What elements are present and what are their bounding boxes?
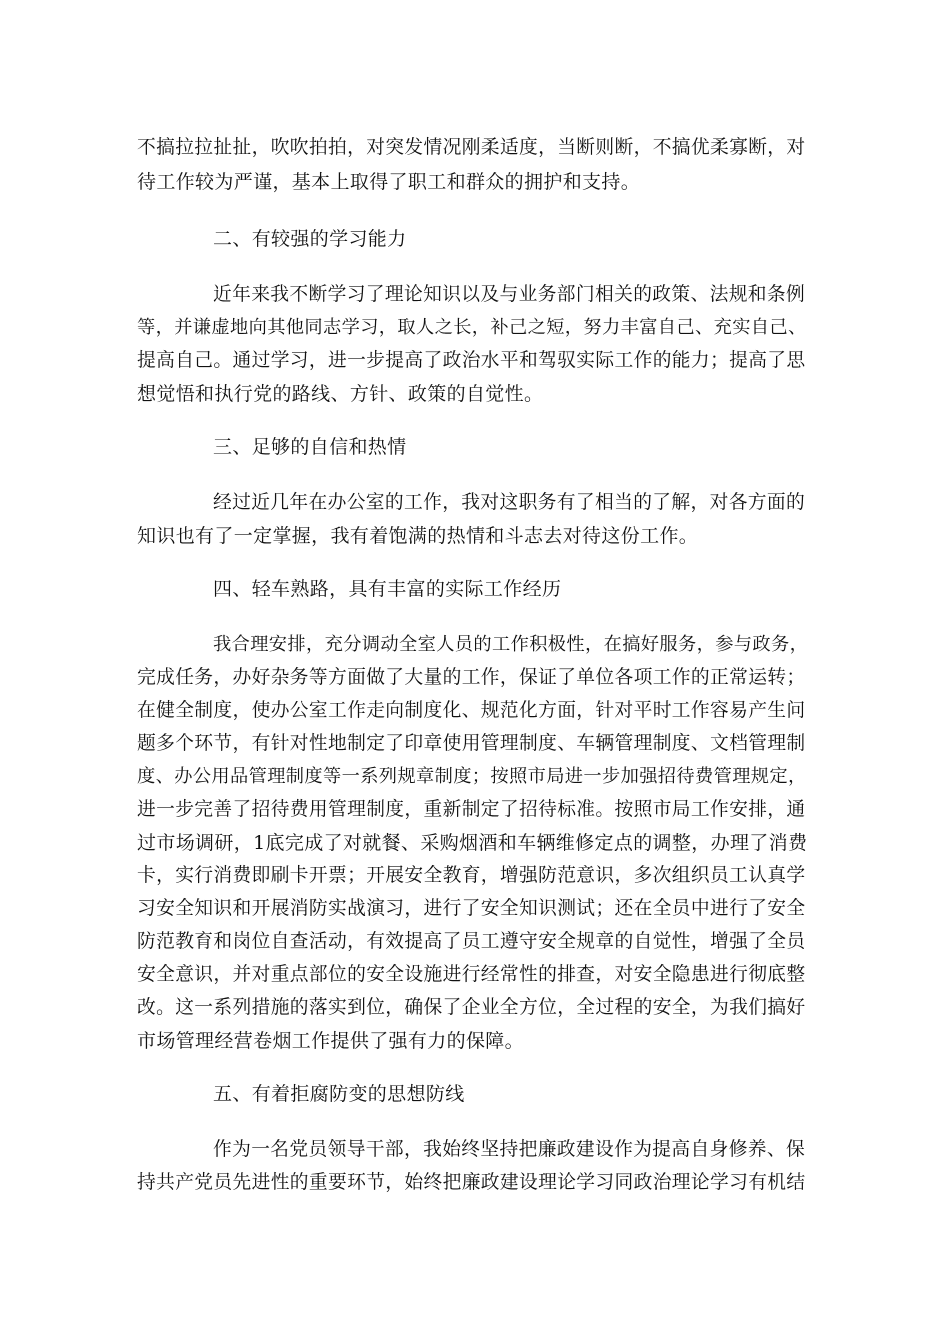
text-line: 过市场调研，1底完成了对就餐、采购烟酒和车辆维修定点的调整，办理了消费 — [137, 832, 808, 854]
text-line: 我合理安排，充分调动全室人员的工作积极性，在搞好服务，参与政务， — [213, 634, 809, 655]
section-heading: 二、有较强的学习能力 — [213, 228, 407, 250]
text-line: 进一步完善了招待费用管理制度，重新制定了招待标准。按照市局工作安排，通 — [137, 799, 806, 820]
text-line: 知识也有了一定掌握，我有着饱满的热情和斗志去对待这份工作。 — [137, 525, 699, 547]
text-line: 防范教育和岗位自查活动，有效提高了员工遵守安全规章的自觉性，增强了全员 — [137, 931, 806, 952]
text-line: 待工作较为严谨，基本上取得了职工和群众的拥护和支持。 — [137, 171, 641, 193]
text-line: 卡，实行消费即刷卡开票；开展安全教育，增强防范意识，多次组织员工认真学 — [137, 865, 806, 886]
text-line: 近年来我不断学习了理论知识以及与业务部门相关的政策、法规和条例 — [213, 284, 806, 305]
text-line: 习安全知识和开展消防实战演习，进行了安全知识测试；还在全员中进行了安全 — [137, 898, 806, 919]
text-line: 等，并谦虚地向其他同志学习，取人之长，补己之短，努力丰富自己、充实自己、 — [137, 317, 807, 338]
text-line: 经过近几年在办公室的工作，我对这职务有了相当的了解，对各方面的 — [213, 492, 806, 513]
text-line: 提高自己。通过学习，进一步提高了政治水平和驾驭实际工作的能力；提高了思 — [137, 350, 806, 371]
section-heading: 五、有着拒腐防变的思想防线 — [213, 1083, 465, 1105]
text-line: 作为一名党员领导干部，我始终坚持把廉政建设作为提高自身修养、保 — [213, 1139, 806, 1160]
text-line: 市场管理经营卷烟工作提供了强有力的保障。 — [137, 1030, 525, 1052]
text-line: 安全意识，并对重点部位的安全设施进行经常性的排查，对安全隐患进行彻底整 — [137, 964, 806, 985]
text-line: 不搞拉拉扯扯，吹吹拍拍，对突发情况刚柔适度，当断则断，不搞优柔寡断，对 — [137, 137, 806, 158]
text-line: 想觉悟和执行党的路线、方针、政策的自觉性。 — [137, 383, 544, 405]
text-line: 在健全制度，使办公室工作走向制度化、规范化方面，针对平时工作容易产生问 — [137, 700, 806, 721]
text-line: 度、办公用品管理制度等一系列规章制度；按照市局进一步加强招待费管理规定， — [137, 766, 807, 787]
text-line: 改。这一系列措施的落实到位，确保了企业全方位，全过程的安全，为我们搞好 — [137, 997, 806, 1018]
text-line: 持共产党员先进性的重要环节，始终把廉政建设理论学习同政治理论学习有机结 — [137, 1172, 806, 1193]
text-line: 完成任务，办好杂务等方面做了大量的工作，保证了单位各项工作的正常运转； — [137, 667, 806, 688]
text-line: 题多个环节，有针对性地制定了印章使用管理制度、车辆管理制度、文档管理制 — [137, 733, 806, 754]
section-heading: 三、足够的自信和热情 — [213, 436, 407, 458]
section-heading: 四、轻车熟路，具有丰富的实际工作经历 — [213, 578, 562, 600]
